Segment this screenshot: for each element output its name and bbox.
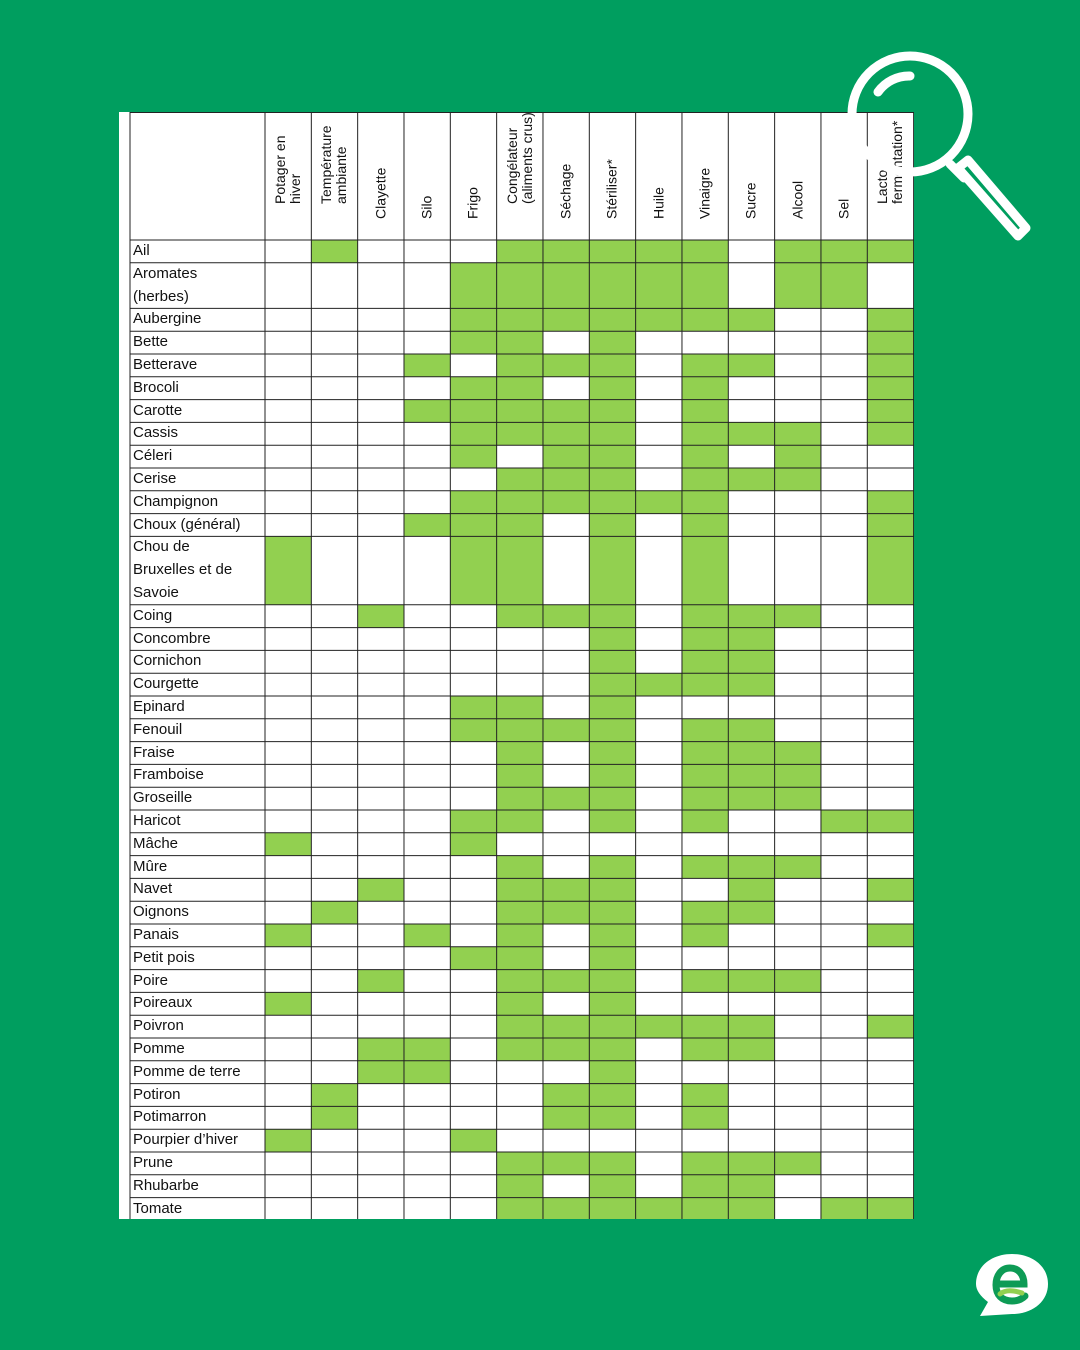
column-header-label: Silo (418, 195, 435, 219)
filled-cell (497, 1175, 543, 1198)
filled-cell (682, 514, 728, 537)
filled-cell (358, 1038, 404, 1061)
filled-cell (497, 377, 543, 400)
filled-cell (450, 308, 496, 331)
filled-cell (682, 1198, 728, 1219)
filled-cell (589, 1198, 635, 1219)
filled-cell (682, 468, 728, 491)
row-label: Mâche (133, 834, 179, 852)
filled-cell (358, 878, 404, 901)
row-label: Tomate (133, 1199, 183, 1217)
filled-cell (728, 719, 774, 742)
filled-cell (867, 308, 913, 331)
filled-cell (775, 240, 821, 263)
column-header-label: Clayette (372, 167, 389, 219)
filled-cell (682, 856, 728, 879)
column-header (450, 116, 496, 238)
filled-cell (497, 331, 543, 354)
filled-cell (775, 970, 821, 993)
filled-cell (775, 422, 821, 445)
filled-cell (589, 787, 635, 810)
filled-cell (728, 856, 774, 879)
row-label: Fenouil (133, 720, 183, 738)
row-label: Ail (133, 242, 150, 259)
filled-cell (450, 491, 496, 514)
filled-cell (497, 924, 543, 947)
filled-cell (497, 263, 543, 309)
filled-cell (543, 901, 589, 924)
filled-cell (450, 719, 496, 742)
filled-cell (497, 491, 543, 514)
filled-cell (543, 787, 589, 810)
row-label: Concombre (133, 629, 211, 647)
filled-cell (589, 1152, 635, 1175)
filled-cell (867, 491, 913, 514)
filled-cell (636, 491, 682, 514)
filled-cell (682, 377, 728, 400)
filled-cell (682, 1175, 728, 1198)
filled-cell (497, 1152, 543, 1175)
row-label: Brocoli (133, 378, 179, 396)
row-label: Potiron (133, 1085, 181, 1103)
filled-cell (589, 605, 635, 628)
filled-cell (497, 400, 543, 423)
filled-cell (497, 810, 543, 833)
filled-cell (682, 810, 728, 833)
row-label: Cerise (133, 470, 177, 487)
filled-cell (636, 673, 682, 696)
filled-cell (497, 947, 543, 970)
filled-cell (450, 331, 496, 354)
filled-cell (589, 764, 635, 787)
filled-cell (497, 787, 543, 810)
filled-cell (589, 719, 635, 742)
row-label: Carotte (133, 401, 183, 419)
row-label: Petit pois (133, 948, 195, 966)
filled-cell (543, 1152, 589, 1175)
filled-cell (358, 1061, 404, 1084)
filled-cell (775, 263, 821, 309)
filled-cell (728, 1175, 774, 1198)
column-header (543, 116, 589, 238)
column-header-label: Lacto- fermentation* (874, 120, 906, 204)
filled-cell (589, 1175, 635, 1198)
row-label: Potimarron (133, 1108, 207, 1126)
filled-cell (682, 605, 728, 628)
filled-cell (682, 1038, 728, 1061)
filled-cell (589, 878, 635, 901)
filled-cell (589, 445, 635, 468)
filled-cell (404, 1061, 450, 1084)
column-header-label: Sel (835, 198, 852, 219)
filled-cell (728, 354, 774, 377)
filled-cell (497, 878, 543, 901)
filled-cell (589, 377, 635, 400)
filled-cell (311, 1084, 357, 1107)
filled-cell (589, 856, 635, 879)
filled-cell (497, 536, 543, 604)
filled-cell (589, 742, 635, 765)
filled-cell (543, 1106, 589, 1129)
filled-cell (543, 308, 589, 331)
row-label: Haricot (133, 812, 181, 829)
filled-cell (497, 514, 543, 537)
filled-cell (728, 308, 774, 331)
row-label: Framboise (133, 766, 204, 784)
filled-cell (636, 263, 682, 309)
filled-cell (636, 1015, 682, 1038)
filled-cell (867, 331, 913, 354)
filled-cell (450, 1129, 496, 1152)
filled-cell (589, 354, 635, 377)
filled-cell (867, 1015, 913, 1038)
filled-cell (682, 536, 728, 604)
row-label: Poireaux (133, 994, 193, 1012)
filled-cell (775, 787, 821, 810)
filled-cell (728, 901, 774, 924)
row-label: Fraise (133, 743, 175, 761)
filled-cell (404, 924, 450, 947)
filled-cell (543, 445, 589, 468)
filled-cell (589, 1084, 635, 1107)
filled-cell (311, 240, 357, 263)
filled-cell (728, 422, 774, 445)
filled-cell (821, 810, 867, 833)
filled-cell (589, 331, 635, 354)
filled-cell (589, 491, 635, 514)
filled-cell (589, 1038, 635, 1061)
filled-cell (450, 377, 496, 400)
filled-cell (311, 901, 357, 924)
brand-logo-icon (972, 1250, 1052, 1320)
filled-cell (589, 901, 635, 924)
filled-cell (589, 1015, 635, 1038)
row-label: Cassis (133, 424, 179, 442)
filled-cell (682, 901, 728, 924)
filled-cell (497, 240, 543, 263)
filled-cell (682, 970, 728, 993)
row-label: Pomme de terre (133, 1062, 241, 1080)
row-label: Cornichon (133, 652, 202, 670)
row-label: Pourpier d’hiver (133, 1131, 239, 1149)
filled-cell (682, 924, 728, 947)
filled-cell (497, 1015, 543, 1038)
filled-cell (265, 924, 311, 947)
row-label: Navet (133, 880, 173, 898)
filled-cell (589, 1061, 635, 1084)
filled-cell (636, 240, 682, 263)
row-label: Aubergine (133, 310, 202, 328)
row-label: Oignons (133, 903, 189, 921)
filled-cell (682, 628, 728, 651)
filled-cell (589, 650, 635, 673)
filled-cell (358, 970, 404, 993)
filled-cell (682, 263, 728, 309)
filled-cell (311, 1106, 357, 1129)
column-header-label: Congélateur (aliments crus) (503, 112, 535, 204)
filled-cell (589, 400, 635, 423)
filled-cell (775, 605, 821, 628)
filled-cell (450, 263, 496, 309)
filled-cell (543, 970, 589, 993)
filled-cell (682, 240, 728, 263)
row-label: Champignon (133, 492, 219, 510)
filled-cell (543, 422, 589, 445)
filled-cell (589, 924, 635, 947)
filled-cell (775, 1152, 821, 1175)
filled-cell (867, 878, 913, 901)
filled-cell (543, 468, 589, 491)
filled-cell (682, 764, 728, 787)
filled-cell (543, 400, 589, 423)
filled-cell (728, 742, 774, 765)
filled-cell (867, 536, 913, 604)
filled-cell (497, 605, 543, 628)
row-label: Poivron (133, 1017, 184, 1035)
filled-cell (543, 1198, 589, 1219)
filled-cell (682, 1152, 728, 1175)
row-label: Choux (général) (133, 515, 241, 533)
filled-cell (682, 354, 728, 377)
filled-cell (589, 468, 635, 491)
filled-cell (358, 605, 404, 628)
column-header-label: Séchage (557, 163, 574, 219)
column-header-label: Température ambiante (318, 125, 350, 204)
filled-cell (589, 240, 635, 263)
row-label: Betterave (133, 356, 198, 373)
filled-cell (867, 400, 913, 423)
row-label: Groseille (133, 789, 193, 807)
column-header-label: Sucre (742, 182, 759, 219)
filled-cell (589, 992, 635, 1015)
filled-cell (497, 1038, 543, 1061)
row-label: Coing (133, 606, 173, 624)
filled-cell (265, 1129, 311, 1152)
filled-cell (682, 742, 728, 765)
filled-cell (867, 1198, 913, 1219)
filled-cell (497, 422, 543, 445)
column-header-label: Huile (650, 187, 667, 219)
filled-cell (450, 947, 496, 970)
filled-cell (728, 1198, 774, 1219)
row-label: Prune (133, 1154, 174, 1171)
filled-cell (867, 354, 913, 377)
filled-cell (728, 878, 774, 901)
filled-cell (450, 514, 496, 537)
column-header (636, 116, 682, 238)
filled-cell (728, 764, 774, 787)
filled-cell (682, 1106, 728, 1129)
filled-cell (682, 400, 728, 423)
filled-cell (728, 1015, 774, 1038)
filled-cell (497, 1198, 543, 1219)
filled-cell (682, 491, 728, 514)
filled-cell (265, 536, 311, 604)
filled-cell (497, 354, 543, 377)
filled-cell (543, 1015, 589, 1038)
row-label: Aromates (herbes) (133, 264, 198, 305)
filled-cell (682, 650, 728, 673)
filled-cell (728, 673, 774, 696)
filled-cell (450, 810, 496, 833)
filled-cell (497, 970, 543, 993)
filled-cell (543, 491, 589, 514)
filled-cell (867, 810, 913, 833)
filled-cell (867, 514, 913, 537)
filled-cell (497, 308, 543, 331)
row-label: Panais (133, 926, 179, 943)
filled-cell (682, 719, 728, 742)
filled-cell (728, 650, 774, 673)
filled-cell (682, 1084, 728, 1107)
filled-cell (682, 673, 728, 696)
filled-cell (589, 696, 635, 719)
filled-cell (543, 878, 589, 901)
filled-cell (728, 605, 774, 628)
filled-cell (589, 970, 635, 993)
row-label: Rhubarbe (133, 1176, 199, 1194)
filled-cell (589, 1106, 635, 1129)
column-header (728, 116, 774, 238)
filled-cell (543, 1038, 589, 1061)
filled-cell (775, 764, 821, 787)
filled-cell (682, 308, 728, 331)
filled-cell (404, 354, 450, 377)
row-label: Chou de Bruxelles et de Savoie (133, 538, 233, 601)
row-label: Mûre (133, 857, 168, 875)
filled-cell (543, 1084, 589, 1107)
column-header-label: Frigo (464, 187, 481, 219)
filled-cell (775, 742, 821, 765)
filled-cell (543, 240, 589, 263)
filled-cell (497, 719, 543, 742)
filled-cell (497, 856, 543, 879)
filled-cell (497, 992, 543, 1015)
filled-cell (497, 764, 543, 787)
filled-cell (450, 422, 496, 445)
filled-cell (682, 1015, 728, 1038)
column-header (404, 116, 450, 238)
column-header (358, 116, 404, 238)
column-header (497, 112, 543, 238)
filled-cell (450, 696, 496, 719)
filled-cell (775, 445, 821, 468)
filled-cell (450, 445, 496, 468)
filled-cell (682, 445, 728, 468)
filled-cell (589, 947, 635, 970)
filled-cell (867, 377, 913, 400)
row-label: Céleri (133, 447, 173, 465)
row-label: Courgette (133, 675, 199, 693)
column-header (682, 116, 728, 238)
filled-cell (543, 719, 589, 742)
conservation-table (119, 112, 914, 1219)
column-header (775, 116, 821, 238)
filled-cell (682, 422, 728, 445)
filled-cell (589, 628, 635, 651)
filled-cell (821, 1198, 867, 1219)
filled-cell (821, 263, 867, 309)
filled-cell (404, 514, 450, 537)
row-label: Poire (133, 971, 169, 989)
column-header-label: Alcool (789, 180, 806, 219)
filled-cell (636, 308, 682, 331)
filled-cell (543, 605, 589, 628)
filled-cell (589, 536, 635, 604)
filled-cell (728, 628, 774, 651)
column-header (589, 116, 635, 238)
magnifier-icon (835, 40, 1038, 250)
row-label: Pomme (133, 1040, 185, 1057)
filled-cell (543, 354, 589, 377)
filled-cell (636, 1198, 682, 1219)
filled-cell (497, 901, 543, 924)
filled-cell (589, 263, 635, 309)
filled-cell (728, 1152, 774, 1175)
filled-cell (404, 400, 450, 423)
filled-cell (775, 468, 821, 491)
row-label: Epinard (133, 698, 185, 715)
filled-cell (497, 742, 543, 765)
filled-cell (775, 856, 821, 879)
filled-cell (589, 308, 635, 331)
column-header-label: Vinaigre (696, 167, 713, 219)
column-header-label: Stériliser* (603, 159, 620, 219)
filled-cell (450, 833, 496, 856)
filled-cell (728, 468, 774, 491)
filled-cell (728, 787, 774, 810)
filled-cell (728, 970, 774, 993)
filled-cell (497, 696, 543, 719)
filled-cell (265, 833, 311, 856)
column-header-label: Potager en hiver (272, 135, 303, 204)
filled-cell (589, 422, 635, 445)
filled-cell (728, 1038, 774, 1061)
filled-cell (867, 422, 913, 445)
filled-cell (450, 536, 496, 604)
filled-cell (404, 1038, 450, 1061)
filled-cell (265, 992, 311, 1015)
filled-cell (682, 787, 728, 810)
filled-cell (589, 810, 635, 833)
filled-cell (450, 400, 496, 423)
filled-cell (497, 468, 543, 491)
row-label: Bette (133, 333, 169, 351)
filled-cell (589, 673, 635, 696)
filled-cell (589, 514, 635, 537)
filled-cell (543, 263, 589, 309)
filled-cell (867, 924, 913, 947)
column-header (265, 116, 311, 238)
column-header (311, 116, 357, 238)
